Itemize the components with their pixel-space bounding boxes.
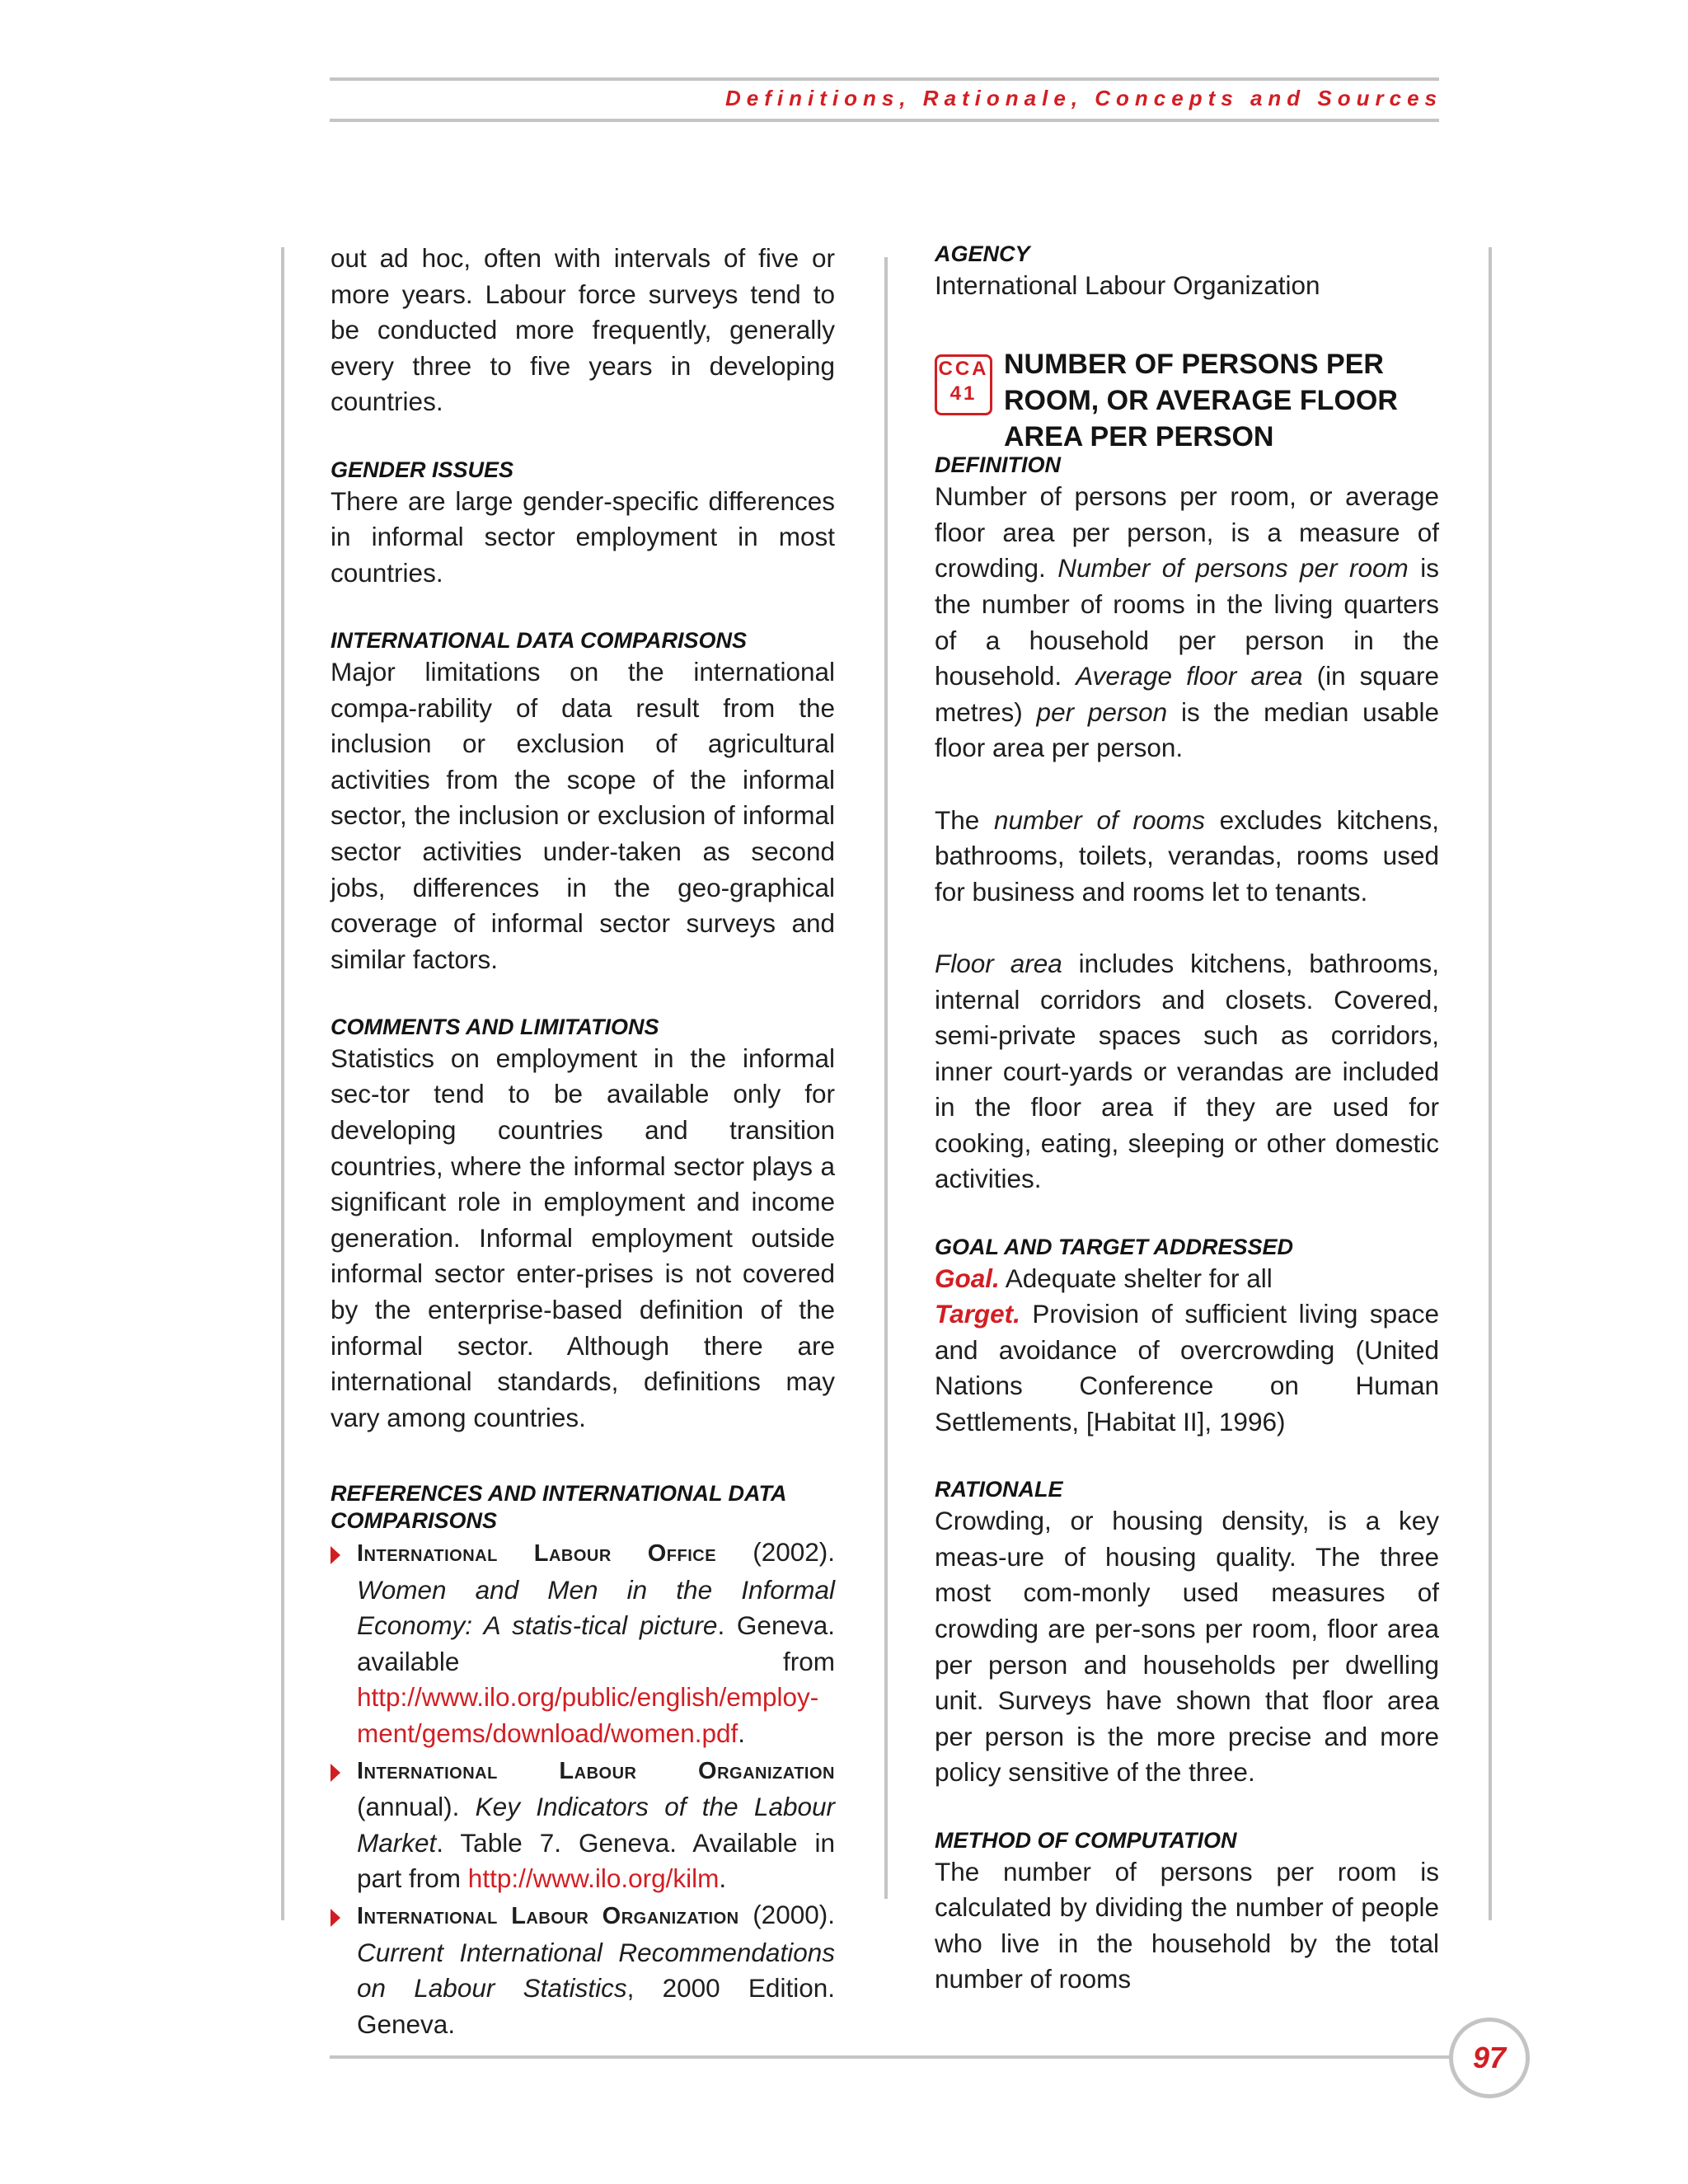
rationale-text: Crowding, or housing density, is a key meas-ure of housing quality. The three most com-monly used measures of crowding are per-sons per room, floor area per person and households per dwelling unit. Surveys have shown that floor area per person is the more precise and more policy sensitive of the three. — [935, 1506, 1439, 1788]
text-run: Number of persons per room, or average floor area per person, is a measure of crowding. — [935, 481, 1439, 583]
references-heading: REFERENCES AND INTERNATIONAL DATA COMPARISONS — [331, 1481, 786, 1533]
left-column — [331, 241, 835, 2042]
target-label: Target. — [935, 1299, 1020, 1329]
agency-text: International Labour Organization — [935, 270, 1320, 300]
reference-year: (annual). — [357, 1792, 476, 1822]
section-title-block — [935, 346, 1439, 453]
target-line — [935, 1296, 1439, 1440]
reference-author: International Labour Organization — [357, 1902, 739, 1929]
goal-label: Goal. — [935, 1263, 1000, 1293]
reference-end: . — [738, 1718, 746, 1748]
left-column-rule — [281, 247, 284, 1920]
reference-year: (2000). — [738, 1899, 835, 1929]
target-text: Provision of sufficient living space and avoidance of overcrowding (United Nations Conference on Human Settlements, [Habitat II], 1996) — [935, 1299, 1439, 1437]
reference-details: . Geneva. available from — [357, 1610, 835, 1676]
page-number: 97 — [1449, 2018, 1530, 2098]
reference-author: International Labour Office — [357, 1540, 717, 1567]
reference-year: (2002). — [716, 1537, 836, 1567]
italic-term: Number of persons per room — [1057, 553, 1409, 583]
method-text: The number of persons per room is calculated by dividing the number of people who live in the household by the total number of rooms — [935, 1856, 1439, 1994]
italic-term: Floor area — [935, 948, 1062, 978]
definition-paragraph-3 — [935, 946, 1439, 1197]
reference-item — [331, 1897, 835, 2042]
section-title: NUMBER OF PERSONS PER ROOM, OR AVERAGE FLOOR AREA PER PERSON — [1004, 349, 1398, 453]
reference-link[interactable]: http://www.ilo.org/kilm — [467, 1863, 720, 1894]
goal-line — [935, 1261, 1439, 1297]
comments-limitations-heading: COMMENTS AND LIMITATIONS — [331, 1014, 659, 1039]
text-run: is the median usable floor area per person. — [935, 696, 1439, 763]
international-comparisons-text: Major limitations on the international compa-rability of data result from the inclusion or exclusion of agricultural activities from the scope of the informal sector, the inclusion or exclusion of informal sector activities under-taken as second jobs, differences in the geo-graphical coverage of informal sector surveys and similar factors. — [331, 656, 835, 974]
italic-term: number of rooms — [993, 804, 1205, 835]
definition-heading: DEFINITION — [935, 452, 1061, 478]
cca-badge-label: CCA — [938, 358, 989, 381]
cca-badge — [935, 354, 992, 415]
header-bottom-rule — [330, 119, 1439, 122]
comments-limitations-text: Statistics on employment in the informal sec-tor tend to be available only for developing countries and transition countries, where the informal sector plays a significant role in employment and income generation. Informal employment outside informal sector enter-prises is not covered by the enterprise-based definition of the informal sector. Although there are international standards, definitions may vary among countries. — [331, 1043, 835, 1432]
rationale-heading: RATIONALE — [935, 1477, 1063, 1502]
footer-rule — [330, 2055, 1451, 2059]
reference-author: International Labour Organization — [357, 1757, 835, 1784]
bullet-triangle-icon — [331, 1764, 340, 1782]
center-column-rule — [884, 257, 888, 1899]
reference-title: Current International Recommendations on Labour Statistics — [357, 1937, 835, 2004]
text-run: (in square metres) — [935, 661, 1440, 727]
reference-title: Women and Men in the Informal Economy: A statis-tical picture — [357, 1574, 835, 1641]
gender-issues-heading: GENDER ISSUES — [331, 457, 514, 482]
italic-term: per person — [1036, 696, 1168, 727]
references-list — [331, 1535, 835, 2042]
text-run: excludes kitchens, bathrooms, toilets, verandas, rooms used for business and rooms let to tenants. — [935, 804, 1439, 907]
cca-badge-number: 41 — [950, 382, 978, 405]
goal-text: Adequate shelter for all — [999, 1263, 1273, 1293]
reference-item — [331, 1752, 835, 1897]
reference-title: Key Indicators of the Labour Market — [357, 1792, 836, 1858]
italic-term: Average floor area — [1076, 661, 1303, 691]
text-run: is the number of rooms in the living quarters of a household per person in the household. — [935, 553, 1440, 691]
agency-heading: AGENCY — [935, 241, 1030, 266]
reference-details: . Table 7. Geneva. Available in part from — [357, 1827, 835, 1894]
bullet-triangle-icon — [331, 1909, 340, 1927]
intro-paragraph: out ad hoc, often with intervals of five or more years. Labour force surveys tend to be conducted more frequently, generally every three to five years in developing countries. — [331, 243, 835, 417]
right-column — [935, 241, 1439, 1998]
reference-details: , 2000 Edition. Geneva. — [357, 1973, 835, 2039]
definition-paragraph-2 — [935, 803, 1439, 911]
text-run: includes kitchens, bathrooms, internal corridors and closets. Covered, semi-private spaces such as corridors, inner court-yards or verandas are included in the floor area if they are used for cooking, eating, sleeping or other domestic activities. — [935, 948, 1439, 1194]
right-column-rule — [1489, 247, 1492, 1920]
international-comparisons-heading: INTERNATIONAL DATA COMPARISONS — [331, 627, 747, 653]
reference-end: . — [719, 1863, 727, 1894]
text-run: The — [935, 804, 994, 835]
reference-link[interactable]: http://www.ilo.org/public/english/employ-ment/gems/download/women.pdf — [357, 1682, 819, 1748]
method-heading: METHOD OF COMPUTATION — [935, 1827, 1237, 1853]
goal-target-heading: GOAL AND TARGET ADDRESSED — [935, 1234, 1294, 1259]
bullet-triangle-icon — [331, 1546, 340, 1564]
header-top-rule — [330, 77, 1439, 81]
reference-item — [331, 1535, 835, 1752]
running-title: Definitions, Rationale, Concepts and Sources — [725, 86, 1442, 110]
definition-paragraph-1 — [935, 479, 1439, 766]
gender-issues-text: There are large gender-specific differences in informal sector employment in most countries. — [331, 485, 835, 588]
